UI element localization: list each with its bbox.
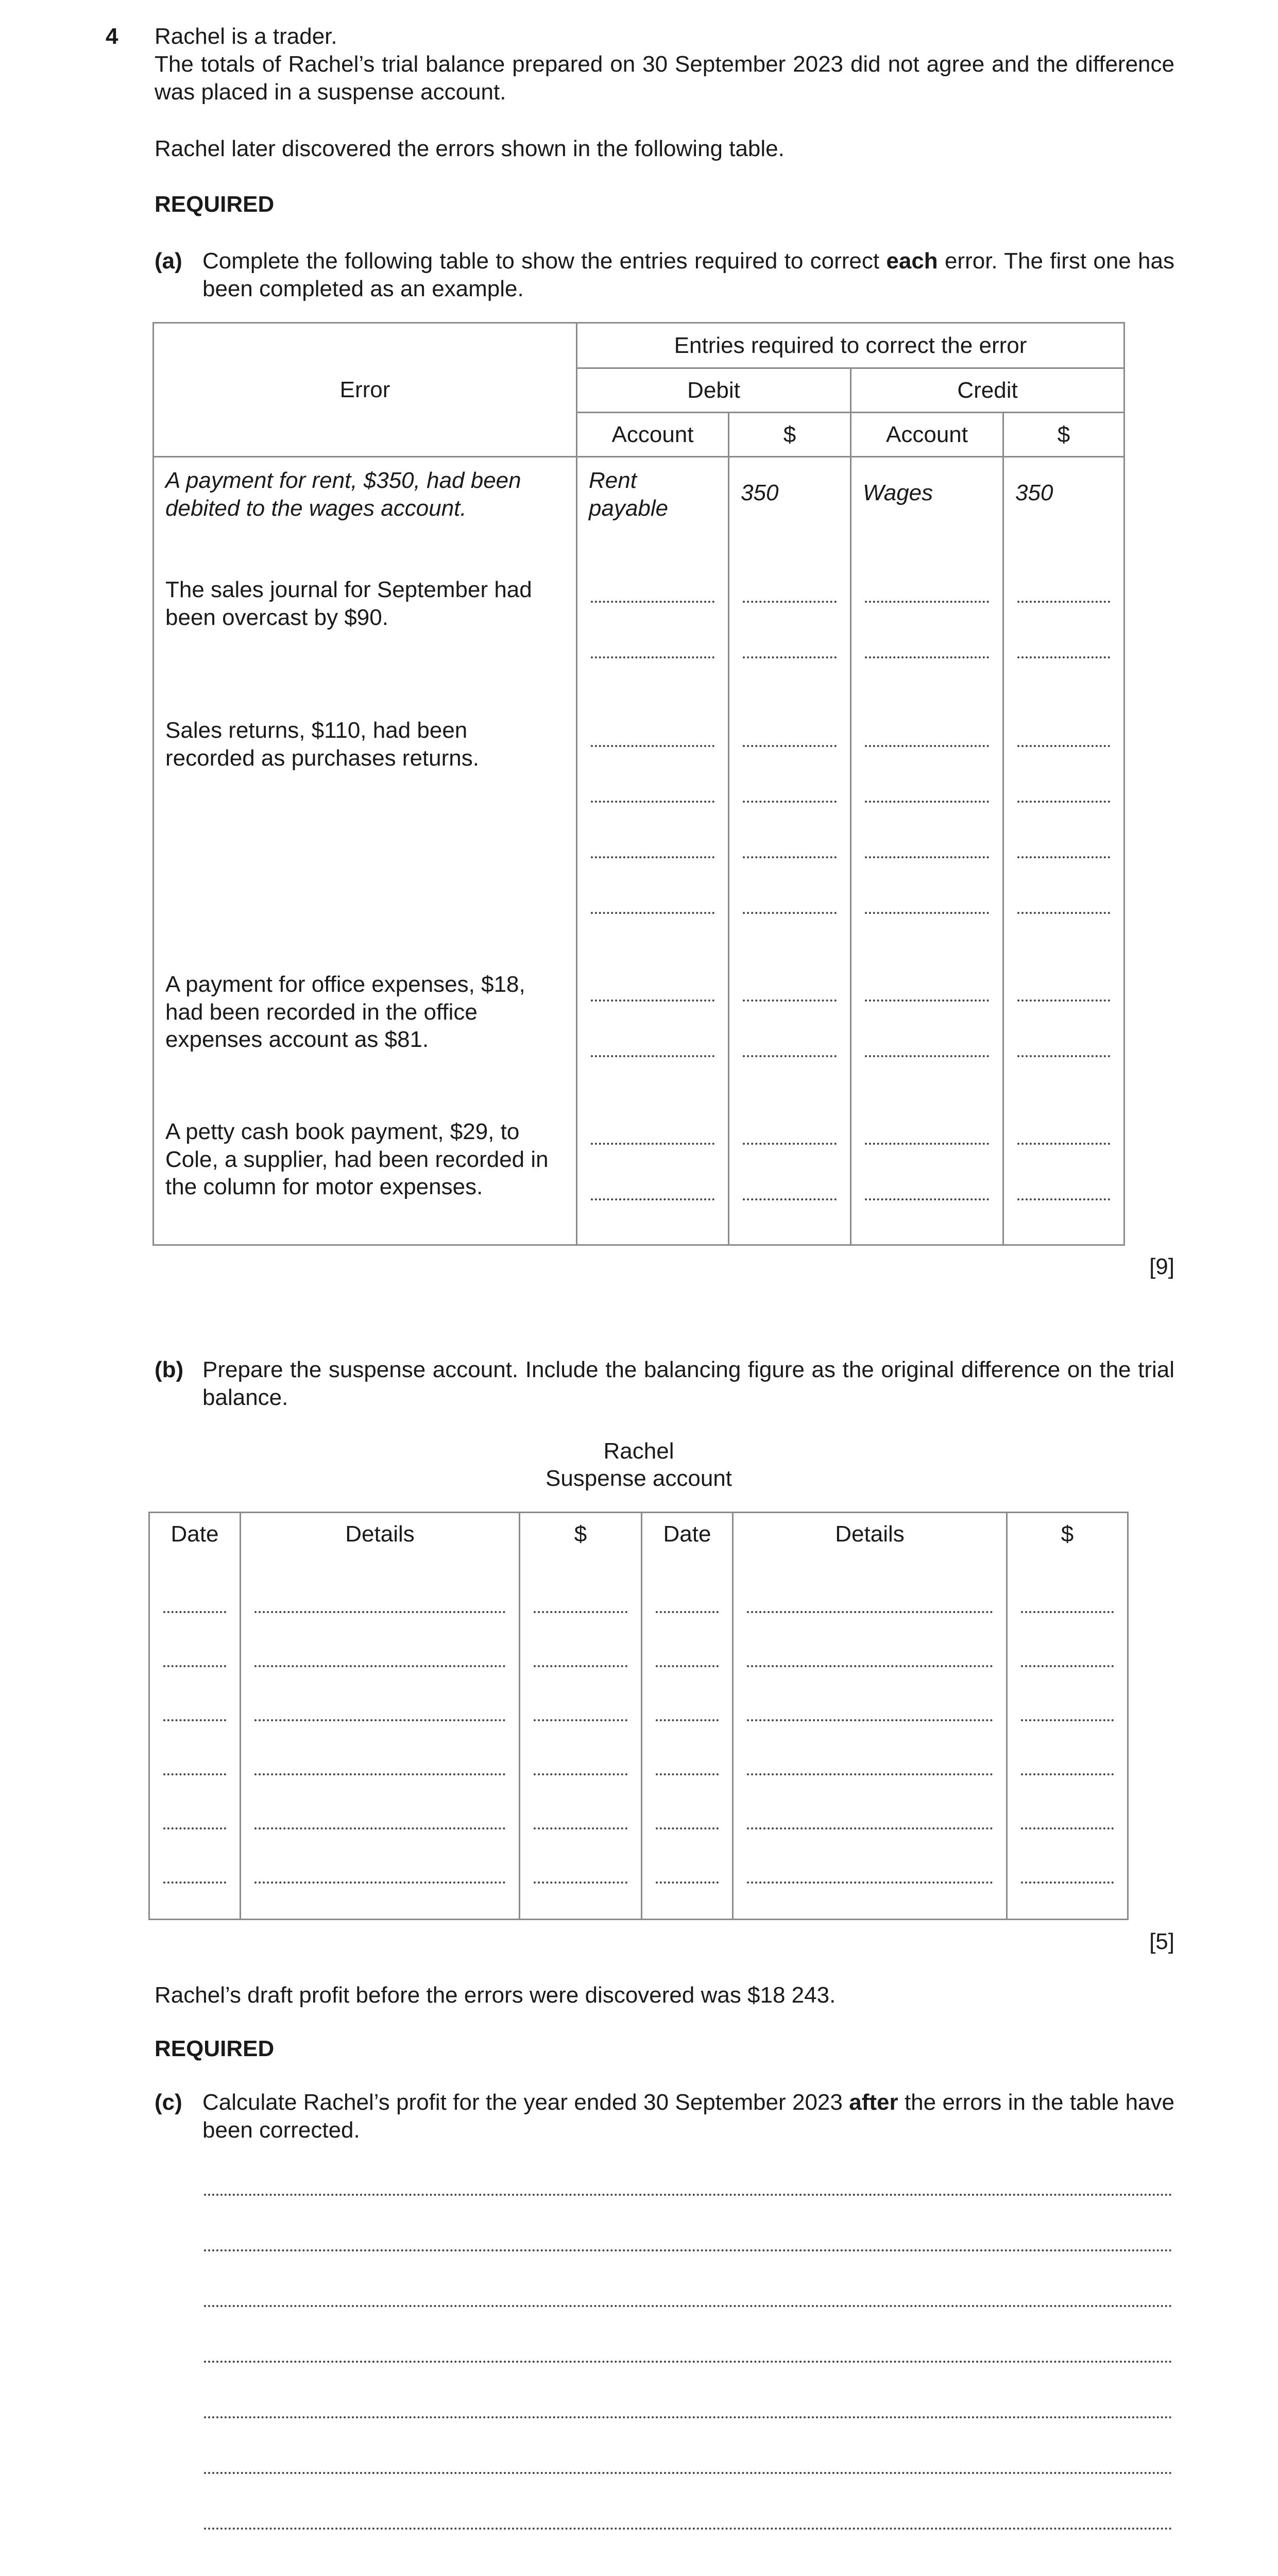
answer-line[interactable] [743,745,837,747]
part-a-text-bold: each [886,248,938,274]
answer-line[interactable] [591,656,714,658]
answer-line[interactable] [747,1665,993,1667]
answer-line[interactable] [163,1719,226,1721]
answer-line[interactable] [743,1055,837,1057]
answer-line[interactable] [534,1611,627,1613]
part-a-marks: [9] [1149,1254,1174,1279]
part-c-text-bold: after [849,2090,898,2115]
answer-line[interactable] [591,1055,714,1057]
part-b-label: (b) [155,1357,184,1382]
answer-line[interactable] [1021,1719,1114,1721]
error-text-4: A petty cash book payment, $29, to Cole, a supplier, had been recorded in the column for motor expenses. [165,1119,549,1200]
answer-line[interactable] [865,656,989,658]
answer-line[interactable] [743,1198,837,1200]
entries-column-header: Entries required to correct the error [577,323,1124,368]
credit-amount-cell [1003,457,1124,1245]
answer-line[interactable] [656,1611,719,1613]
credit-column-header: Credit [851,368,1124,413]
answer-line[interactable] [1021,1773,1114,1775]
credit-account-header: Account [851,413,1003,457]
answer-line[interactable] [1017,856,1110,858]
debit-account-cell [577,457,729,1245]
answer-line[interactable] [254,1719,505,1721]
part-a-instruction [202,247,1174,302]
answer-line[interactable] [1021,1611,1114,1613]
error-descriptions-cell [154,457,577,1245]
debit-details-header: Details [345,1521,415,1547]
answer-line[interactable] [656,1719,719,1721]
answer-line[interactable] [656,1882,719,1884]
credit-details-column [733,1513,1007,1920]
answer-line[interactable] [254,1611,505,1613]
part-a-text-start: Complete the following table to show the entries required to correct [202,248,887,274]
answer-line[interactable] [743,999,837,1002]
answer-line[interactable] [1017,1198,1110,1200]
answer-line[interactable] [865,912,989,914]
answer-line[interactable] [254,1827,505,1829]
error-column-header: Error [154,323,577,457]
credit-amount-header: $ [1061,1521,1074,1547]
answer-line[interactable] [534,1719,627,1721]
answer-line[interactable] [747,1611,993,1613]
part-c-label: (c) [155,2090,182,2115]
answer-line[interactable] [591,912,714,914]
error-text-1: The sales journal for September had been overcast by $90. [165,577,532,630]
answer-line[interactable] [204,2305,1172,2307]
answer-line[interactable] [163,1882,226,1884]
intro-line-2: The totals of Rachel’s trial balance prepared on 30 September 2023 did not agree and the difference was placed in a suspense account. [155,52,1174,105]
intro-line-3: Rachel later discovered the errors shown in the following table. [155,136,785,161]
part-c-instruction [202,2089,1174,2144]
answer-line[interactable] [865,801,989,803]
answer-line[interactable] [865,601,989,603]
credit-date-header: Date [663,1521,711,1547]
answer-line[interactable] [1021,1827,1114,1829]
answer-line[interactable] [1017,1143,1110,1145]
debit-amount-header: $ [574,1521,587,1547]
account-owner: Rachel [603,1438,674,1464]
answer-line[interactable] [534,1827,627,1829]
debit-amount-cell [729,457,851,1245]
answer-line[interactable] [1017,999,1110,1002]
answer-line[interactable] [747,1827,993,1829]
part-b-instruction: Prepare the suspense account. Include the balancing figure as the original difference on the trial balance. [202,1357,1174,1410]
answer-line[interactable] [1021,1882,1114,1884]
answer-line[interactable] [204,2528,1172,2530]
answer-line[interactable] [591,1198,714,1200]
answer-line[interactable] [204,2472,1172,2474]
credit-amount-header: $ [1003,413,1124,457]
debit-details-column [241,1513,520,1920]
part-b-marks: [5] [1149,1929,1174,1954]
answer-line[interactable] [254,1665,505,1667]
corrections-table [152,322,1125,1246]
answer-line[interactable] [1017,912,1110,914]
example-error-text: A payment for rent, $350, had been debited to the wages account. [165,468,521,521]
answer-line[interactable] [743,856,837,858]
required-heading: REQUIRED [155,192,275,217]
answer-line[interactable] [591,999,714,1002]
answer-line[interactable] [591,745,714,747]
answer-line[interactable] [865,1055,989,1057]
error-text-3: A payment for office expenses, $18, had been recorded in the office expenses account as $81. [165,972,525,1053]
answer-line[interactable] [1017,801,1110,803]
answer-line[interactable] [591,801,714,803]
answer-line[interactable] [534,1882,627,1884]
answer-line[interactable] [656,1665,719,1667]
answer-line[interactable] [656,1827,719,1829]
part-a-text-end: error. The first one has been completed as an example. [202,248,1174,301]
answer-line[interactable] [534,1665,627,1667]
answer-line[interactable] [1021,1665,1114,1667]
answer-line[interactable] [865,1143,989,1145]
answer-line[interactable] [743,1143,837,1145]
answer-line[interactable] [204,2249,1172,2251]
answer-line[interactable] [254,1882,505,1884]
answer-line[interactable] [204,2194,1172,2196]
account-name: Suspense account [545,1466,732,1491]
question-number: 4 [106,24,118,49]
answer-line[interactable] [865,999,989,1002]
answer-line[interactable] [163,1773,226,1775]
credit-details-header: Details [835,1521,905,1547]
debit-date-column [149,1513,241,1920]
answer-line[interactable] [163,1665,226,1667]
credit-amount-column [1007,1513,1128,1920]
credit-account-cell [851,457,1003,1245]
answer-line[interactable] [656,1773,719,1775]
credit-date-column [642,1513,733,1920]
error-text-2: Sales returns, $110, had been recorded as purchases returns. [165,718,479,771]
answer-line[interactable] [743,656,837,658]
answer-line[interactable] [865,1198,989,1200]
required-heading-2: REQUIRED [155,2036,275,2061]
answer-line[interactable] [865,856,989,858]
answer-line[interactable] [591,1143,714,1145]
profit-note: Rachel’s draft profit before the errors were discovered was $18 243. [155,1982,836,2008]
answer-line[interactable] [747,1882,993,1884]
intro-line-1: Rachel is a trader. [155,24,337,49]
answer-line[interactable] [163,1827,226,1829]
answer-line[interactable] [591,856,714,858]
example-credit-account: Wages [863,480,933,505]
part-a-label: (a) [155,248,182,274]
answer-line[interactable] [254,1773,505,1775]
part-c-text-end: the errors in the table have been corrected. [202,2090,1174,2143]
debit-account-header: Account [577,413,729,457]
suspense-account-table [148,1512,1129,1920]
answer-line[interactable] [747,1773,993,1775]
answer-line[interactable] [1017,1055,1110,1057]
debit-amount-header: $ [729,413,851,457]
answer-line[interactable] [591,601,714,603]
answer-line[interactable] [204,2361,1172,2363]
debit-column-header: Debit [577,368,851,413]
answer-line[interactable] [865,745,989,747]
answer-line[interactable] [534,1773,627,1775]
example-debit-amount: 350 [741,480,779,505]
debit-date-header: Date [171,1521,219,1547]
answer-line[interactable] [204,2416,1172,2418]
debit-amount-column [520,1513,642,1920]
answer-line[interactable] [163,1611,226,1613]
answer-line[interactable] [1017,656,1110,658]
example-debit-account: Rent payable [589,468,669,521]
answer-line[interactable] [743,601,837,603]
answer-line[interactable] [743,912,837,914]
part-c-text-start: Calculate Rachel’s profit for the year ended 30 September 2023 [202,2090,849,2115]
answer-line[interactable] [1017,745,1110,747]
answer-line[interactable] [743,801,837,803]
example-credit-amount: 350 [1015,480,1053,505]
answer-line[interactable] [747,1719,993,1721]
answer-line[interactable] [1017,601,1110,603]
